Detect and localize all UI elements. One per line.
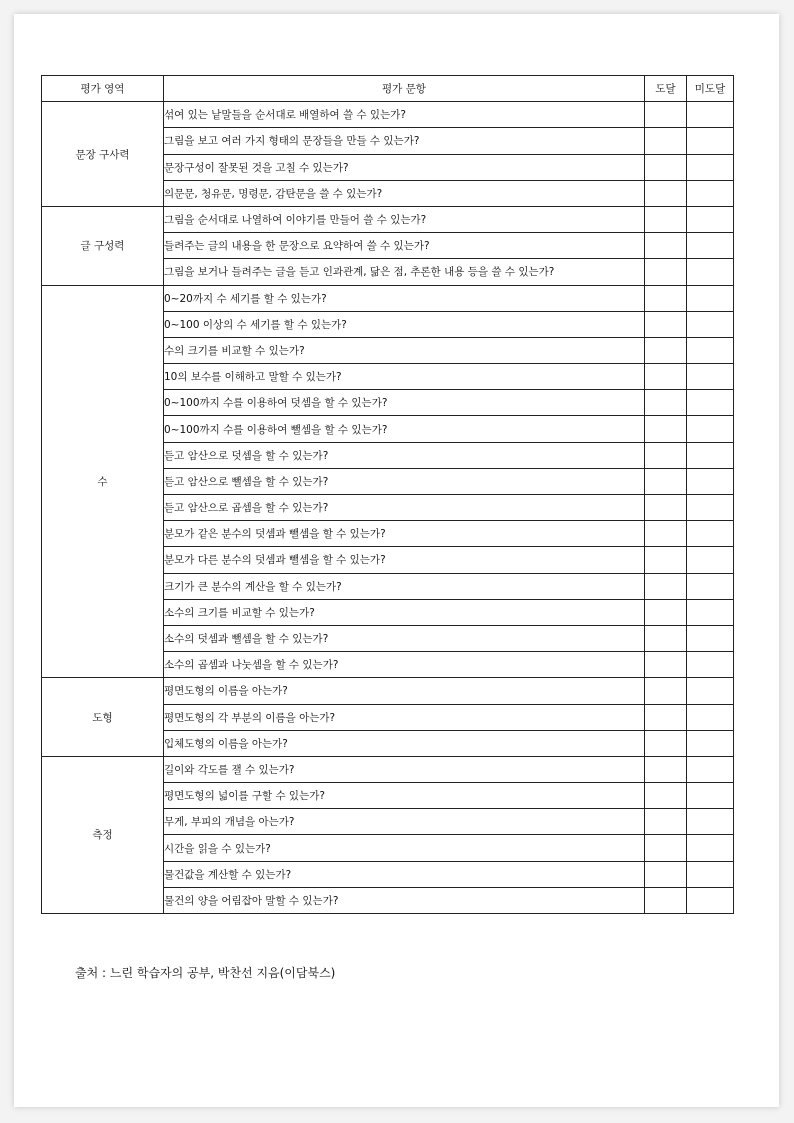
question-cell: 그림을 순서대로 나열하여 이야기를 만들어 쓸 수 있는가? — [164, 206, 645, 232]
question-cell: 무게, 부피의 개념을 아는가? — [164, 809, 645, 835]
area-cell: 측정 — [42, 756, 164, 913]
not-achieved-check-cell[interactable] — [687, 861, 734, 887]
question-cell: 소수의 크기를 비교할 수 있는가? — [164, 599, 645, 625]
question-cell: 의문문, 청유문, 명령문, 감탄문을 쓸 수 있는가? — [164, 180, 645, 206]
question-cell: 평면도형의 이름을 아는가? — [164, 678, 645, 704]
area-cell: 글 구성력 — [42, 206, 164, 285]
question-cell: 0~100 이상의 수 세기를 할 수 있는가? — [164, 311, 645, 337]
achieved-check-cell[interactable] — [645, 599, 687, 625]
not-achieved-check-cell[interactable] — [687, 599, 734, 625]
question-cell: 0~20까지 수 세기를 할 수 있는가? — [164, 285, 645, 311]
achieved-check-cell[interactable] — [645, 809, 687, 835]
achieved-check-cell[interactable] — [645, 154, 687, 180]
question-cell: 듣고 암산으로 곱셈을 할 수 있는가? — [164, 495, 645, 521]
achieved-check-cell[interactable] — [645, 442, 687, 468]
achieved-check-cell[interactable] — [645, 102, 687, 128]
question-cell: 크기가 큰 분수의 계산을 할 수 있는가? — [164, 573, 645, 599]
not-achieved-check-cell[interactable] — [687, 259, 734, 285]
area-cell: 수 — [42, 285, 164, 678]
question-cell: 소수의 곱셈과 나눗셈을 할 수 있는가? — [164, 652, 645, 678]
question-cell: 길이와 각도를 잴 수 있는가? — [164, 756, 645, 782]
source-citation: 출처 : 느린 학습자의 공부, 박찬선 지음(이담북스) — [75, 966, 336, 980]
evaluation-table — [41, 75, 734, 914]
table-header-row — [42, 76, 734, 102]
table-row — [42, 678, 734, 704]
question-cell: 문장구성이 잘못된 것을 고칠 수 있는가? — [164, 154, 645, 180]
not-achieved-check-cell[interactable] — [687, 887, 734, 913]
not-achieved-check-cell[interactable] — [687, 625, 734, 651]
area-cell: 문장 구사력 — [42, 102, 164, 207]
achieved-check-cell[interactable] — [645, 783, 687, 809]
not-achieved-check-cell[interactable] — [687, 364, 734, 390]
question-cell: 0~100까지 수를 이용하여 뺄셈을 할 수 있는가? — [164, 416, 645, 442]
question-cell: 10의 보수를 이해하고 말할 수 있는가? — [164, 364, 645, 390]
not-achieved-check-cell[interactable] — [687, 547, 734, 573]
achieved-check-cell[interactable] — [645, 573, 687, 599]
header-not-achieved: 미도달 — [687, 76, 734, 102]
achieved-check-cell[interactable] — [645, 495, 687, 521]
not-achieved-check-cell[interactable] — [687, 416, 734, 442]
not-achieved-check-cell[interactable] — [687, 495, 734, 521]
achieved-check-cell[interactable] — [645, 625, 687, 651]
header-item: 평가 문항 — [164, 76, 645, 102]
achieved-check-cell[interactable] — [645, 756, 687, 782]
not-achieved-check-cell[interactable] — [687, 652, 734, 678]
question-cell: 수의 크기를 비교할 수 있는가? — [164, 337, 645, 363]
not-achieved-check-cell[interactable] — [687, 809, 734, 835]
achieved-check-cell[interactable] — [645, 861, 687, 887]
question-cell: 들려주는 글의 내용을 한 문장으로 요약하여 쓸 수 있는가? — [164, 233, 645, 259]
achieved-check-cell[interactable] — [645, 730, 687, 756]
achieved-check-cell[interactable] — [645, 233, 687, 259]
achieved-check-cell[interactable] — [645, 206, 687, 232]
achieved-check-cell[interactable] — [645, 652, 687, 678]
table-row — [42, 102, 734, 128]
achieved-check-cell[interactable] — [645, 180, 687, 206]
not-achieved-check-cell[interactable] — [687, 102, 734, 128]
achieved-check-cell[interactable] — [645, 704, 687, 730]
achieved-check-cell[interactable] — [645, 364, 687, 390]
not-achieved-check-cell[interactable] — [687, 154, 734, 180]
question-cell: 소수의 덧셈과 뺄셈을 할 수 있는가? — [164, 625, 645, 651]
table-body — [42, 102, 734, 914]
not-achieved-check-cell[interactable] — [687, 311, 734, 337]
question-cell: 듣고 암산으로 덧셈을 할 수 있는가? — [164, 442, 645, 468]
question-cell: 시간을 읽을 수 있는가? — [164, 835, 645, 861]
not-achieved-check-cell[interactable] — [687, 678, 734, 704]
question-cell: 입체도형의 이름을 아는가? — [164, 730, 645, 756]
question-cell: 듣고 암산으로 뺄셈을 할 수 있는가? — [164, 468, 645, 494]
not-achieved-check-cell[interactable] — [687, 233, 734, 259]
not-achieved-check-cell[interactable] — [687, 285, 734, 311]
header-achieved: 도달 — [645, 76, 687, 102]
table-row — [42, 206, 734, 232]
not-achieved-check-cell[interactable] — [687, 521, 734, 547]
question-cell: 물건의 양을 어림잡아 말할 수 있는가? — [164, 887, 645, 913]
document-page — [14, 14, 779, 1107]
achieved-check-cell[interactable] — [645, 835, 687, 861]
header-area: 평가 영역 — [42, 76, 164, 102]
question-cell: 섞여 있는 낱말들을 순서대로 배열하여 쓸 수 있는가? — [164, 102, 645, 128]
not-achieved-check-cell[interactable] — [687, 442, 734, 468]
not-achieved-check-cell[interactable] — [687, 783, 734, 809]
not-achieved-check-cell[interactable] — [687, 337, 734, 363]
question-cell: 분모가 다른 분수의 덧셈과 뺄셈을 할 수 있는가? — [164, 547, 645, 573]
question-cell: 0~100까지 수를 이용하여 덧셈을 할 수 있는가? — [164, 390, 645, 416]
not-achieved-check-cell[interactable] — [687, 206, 734, 232]
not-achieved-check-cell[interactable] — [687, 390, 734, 416]
achieved-check-cell[interactable] — [645, 337, 687, 363]
question-cell: 분모가 같은 분수의 덧셈과 뺄셈을 할 수 있는가? — [164, 521, 645, 547]
not-achieved-check-cell[interactable] — [687, 468, 734, 494]
achieved-check-cell[interactable] — [645, 311, 687, 337]
table-row — [42, 285, 734, 311]
achieved-check-cell[interactable] — [645, 521, 687, 547]
table-row — [42, 756, 734, 782]
not-achieved-check-cell[interactable] — [687, 128, 734, 154]
area-cell: 도형 — [42, 678, 164, 757]
question-cell: 물건값을 계산할 수 있는가? — [164, 861, 645, 887]
achieved-check-cell[interactable] — [645, 390, 687, 416]
not-achieved-check-cell[interactable] — [687, 573, 734, 599]
achieved-check-cell[interactable] — [645, 547, 687, 573]
not-achieved-check-cell[interactable] — [687, 835, 734, 861]
question-cell: 평면도형의 각 부분의 이름을 아는가? — [164, 704, 645, 730]
achieved-check-cell[interactable] — [645, 678, 687, 704]
not-achieved-check-cell[interactable] — [687, 180, 734, 206]
not-achieved-check-cell[interactable] — [687, 704, 734, 730]
not-achieved-check-cell[interactable] — [687, 756, 734, 782]
achieved-check-cell[interactable] — [645, 128, 687, 154]
question-cell: 그림을 보고 여러 가지 형태의 문장들을 만들 수 있는가? — [164, 128, 645, 154]
achieved-check-cell[interactable] — [645, 887, 687, 913]
question-cell: 평면도형의 넓이를 구할 수 있는가? — [164, 783, 645, 809]
achieved-check-cell[interactable] — [645, 285, 687, 311]
achieved-check-cell[interactable] — [645, 416, 687, 442]
not-achieved-check-cell[interactable] — [687, 730, 734, 756]
achieved-check-cell[interactable] — [645, 259, 687, 285]
achieved-check-cell[interactable] — [645, 468, 687, 494]
question-cell: 그림을 보거나 들려주는 글을 듣고 인과관계, 닮은 점, 추론한 내용 등을 쓸 수 있는가? — [164, 259, 645, 285]
